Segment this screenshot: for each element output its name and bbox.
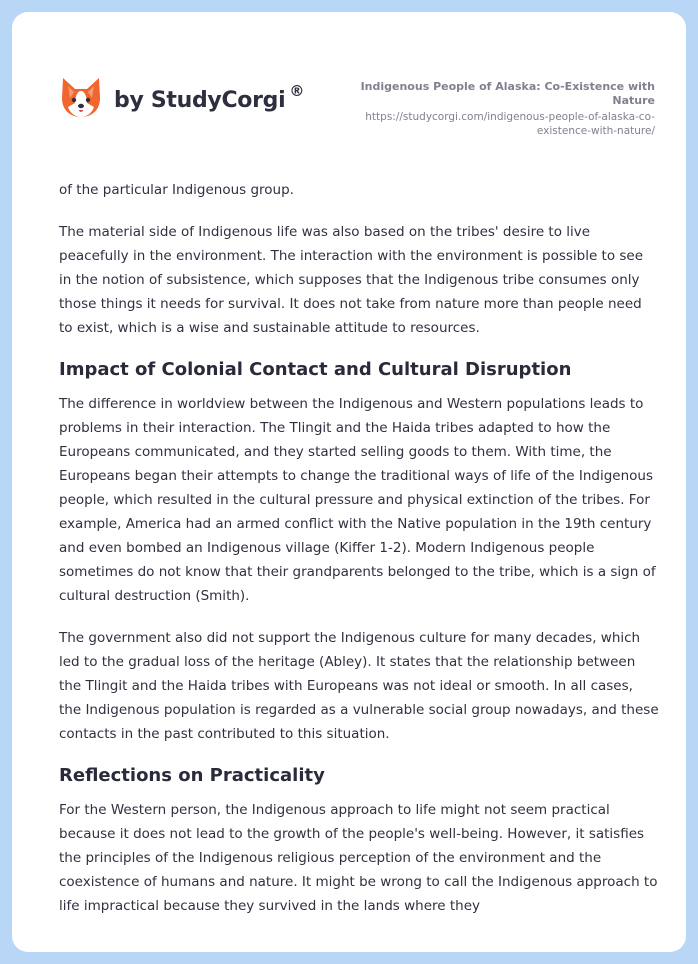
document-url[interactable] [315, 110, 655, 138]
studycorgi-logo[interactable] [60, 76, 304, 120]
paragraph: of the particular Indigenous group. [59, 182, 294, 198]
brand-name [114, 81, 305, 113]
paragraph: The government also did not support the Indigenous culture for many decades, which led to the gradual loss of the heritage (Abley). It states that the relationship between the Tlingit and the Haida tribes with Europeans was not ideal or smooth. In all cases, the Indigenous population is regarded as a vulnerable social group nowadays, and these contacts in the past contributed to this situation. [59, 630, 659, 742]
document-meta [315, 80, 655, 138]
document-page [12, 12, 686, 952]
document-title: Indigenous People of Alaska: Co-Existence with Nature [360, 80, 655, 107]
paragraph: For the Western person, the Indigenous approach to life might not seem practical because it does not lead to the growth of the people's well-being. However, it satisfies the principles of the Indigenous religious perception of the environment and the coexistence of humans and nature. It might be wrong to call the Indigenous approach to life impractical because they survived in the lands where they [59, 802, 658, 914]
corgi-logo-icon [60, 76, 102, 120]
paragraph: The material side of Indigenous life was also based on the tribes' desire to live peacefully in the environment. The interaction with the environment is possible to see in the notion of subsistence, which supposes that the Indigenous tribe consumes only those things it needs for survival. It does not take from nature more than people need to exist, which is a wise and sustainable attitude to resources. [59, 224, 644, 336]
page-header [12, 12, 686, 162]
section-heading: Impact of Colonial Contact and Cultural Disruption [59, 359, 572, 380]
paragraph: The difference in worldview between the Indigenous and Western populations leads to problems in their interaction. The Tlingit and the Haida tribes adapted to how the Europeans communicated, and they started selling goods to them. With time, the Europeans began their attempts to change the traditional ways of life of the Indigenous people, which resulted in the cultural pressure and physical extinction of the tribes. For example, America had an armed conflict with the Native population in the 19th century and even bombed an Indigenous village (Kiffer 1-2). Modern Indigenous people sometimes do not know that their grandparents belonged to the tribe, which is a sign of cultural destruction (Smith). [59, 396, 656, 604]
section-heading: Reflections on Practicality [59, 765, 325, 786]
document-url-line-2[interactable]: existence-with-nature/ [536, 125, 655, 137]
brand-name-text: by StudyCorgi [114, 87, 286, 113]
article-body [59, 178, 659, 936]
document-url-line-1[interactable]: https://studycorgi.com/indigenous-people-of-alaska-co- [365, 111, 655, 123]
registered-mark: ® [289, 81, 305, 100]
